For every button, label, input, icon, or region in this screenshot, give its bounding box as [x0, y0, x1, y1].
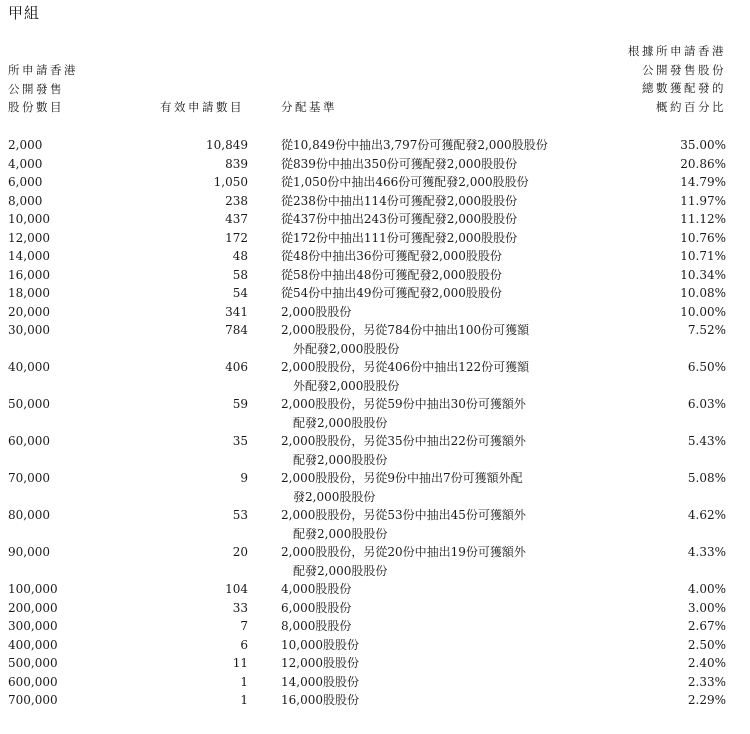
cell-valid-applications: 54 — [232, 286, 248, 300]
cell-shares-applied: 700,000 — [8, 693, 58, 707]
cell-valid-applications: 6 — [240, 637, 248, 652]
cell-allocation-basis — [281, 229, 581, 248]
header-valid-applications — [160, 98, 260, 117]
cell-valid-applications: 20 — [232, 545, 248, 559]
cell-approx-percentage: 10.71% — [680, 249, 726, 263]
cell-valid-applications: 172 — [225, 230, 248, 245]
basis-line: 配發2,000股股份 — [293, 415, 388, 430]
cell-allocation-basis — [281, 266, 581, 285]
cell-valid-applications: 48 — [232, 249, 248, 263]
cell-valid-applications: 437 — [225, 212, 248, 226]
basis-line: 外配發2,000股股份 — [293, 378, 400, 393]
header-line: 公開發售 — [8, 81, 64, 96]
basis-line: 從1,050份中抽出466份可獲配發2,000股股份 — [281, 175, 529, 189]
header-line: 公開發售股份 — [642, 62, 726, 77]
cell-shares-applied: 20,000 — [8, 304, 50, 319]
cell-valid-applications: 59 — [232, 397, 248, 411]
cell-allocation-basis — [281, 321, 581, 358]
basis-line: 2,000股股份，另從59份中抽出30份可獲額外 — [281, 397, 526, 411]
cell-allocation-basis — [281, 155, 581, 174]
cell-approx-percentage: 4.62% — [687, 508, 726, 522]
basis-line: 14,000股股份 — [281, 674, 359, 689]
basis-line: 配發2,000股股份 — [293, 526, 388, 541]
cell-shares-applied: 80,000 — [8, 508, 50, 522]
group-title: 甲組 — [8, 4, 41, 22]
cell-approx-percentage: 20.86% — [680, 156, 726, 171]
cell-approx-percentage: 3.00% — [687, 600, 726, 615]
cell-valid-applications: 104 — [225, 582, 248, 596]
table-row — [0, 229, 750, 248]
basis-line: 12,000股股份 — [281, 656, 359, 670]
cell-allocation-basis — [281, 599, 581, 618]
cell-allocation-basis — [281, 247, 581, 266]
basis-line: 6,000股股份 — [281, 600, 352, 615]
basis-line: 從10,849份中抽出3,797份可獲配發2,000股股份 — [281, 138, 548, 152]
cell-approx-percentage: 4.00% — [687, 582, 726, 596]
header-line: 分配基準 — [281, 100, 337, 114]
table-row — [0, 580, 750, 599]
cell-shares-applied: 400,000 — [8, 637, 58, 652]
table-row — [0, 636, 750, 655]
table-row — [0, 469, 750, 506]
basis-line: 從172份中抽出111份可獲配發2,000股股份 — [281, 230, 518, 245]
cell-allocation-basis — [281, 543, 581, 580]
cell-shares-applied: 16,000 — [8, 267, 50, 282]
table-row — [0, 266, 750, 285]
cell-valid-applications: 839 — [225, 156, 248, 171]
cell-valid-applications: 784 — [225, 323, 248, 337]
cell-allocation-basis — [281, 617, 581, 636]
cell-valid-applications: 53 — [232, 508, 248, 522]
basis-line: 從437份中抽出243份可獲配發2,000股股份 — [281, 212, 518, 226]
cell-shares-applied: 6,000 — [8, 175, 43, 189]
cell-approx-percentage: 6.03% — [687, 397, 726, 411]
cell-valid-applications: 238 — [225, 193, 248, 208]
cell-shares-applied: 40,000 — [8, 360, 50, 374]
cell-valid-applications: 10,849 — [206, 138, 248, 152]
table-row — [0, 506, 750, 543]
cell-approx-percentage: 4.33% — [687, 545, 726, 559]
header-shares-applied — [8, 61, 78, 117]
basis-line: 16,000股股份 — [281, 693, 359, 707]
cell-valid-applications: 1,050 — [213, 175, 248, 189]
cell-allocation-basis — [281, 636, 581, 655]
cell-valid-applications: 9 — [240, 471, 248, 485]
table-row — [0, 284, 750, 303]
cell-approx-percentage: 10.08% — [680, 286, 726, 300]
basis-line: 4,000股股份 — [281, 582, 352, 596]
basis-line: 2,000股股份，另從35份中抽出22份可獲額外 — [281, 434, 526, 448]
cell-shares-applied: 4,000 — [8, 156, 43, 171]
cell-approx-percentage: 5.08% — [687, 471, 726, 485]
cell-approx-percentage: 10.34% — [680, 267, 726, 282]
cell-approx-percentage: 11.97% — [680, 193, 726, 208]
table-row — [0, 321, 750, 358]
table-row — [0, 192, 750, 211]
cell-valid-applications: 33 — [232, 600, 248, 615]
cell-approx-percentage: 2.29% — [687, 693, 726, 707]
cell-shares-applied: 200,000 — [8, 600, 58, 615]
table-row — [0, 136, 750, 155]
header-allocation-basis — [281, 98, 337, 117]
cell-approx-percentage: 6.50% — [687, 360, 726, 374]
cell-shares-applied: 8,000 — [8, 193, 43, 208]
cell-approx-percentage: 7.52% — [687, 323, 726, 337]
cell-shares-applied: 14,000 — [8, 249, 50, 263]
table-row — [0, 303, 750, 322]
cell-shares-applied: 90,000 — [8, 545, 50, 559]
basis-line: 從839份中抽出350份可獲配發2,000股股份 — [281, 156, 518, 171]
cell-allocation-basis — [281, 654, 581, 673]
table-row — [0, 599, 750, 618]
basis-line: 配發2,000股股份 — [293, 452, 388, 467]
cell-valid-applications: 11 — [232, 656, 248, 670]
cell-approx-percentage: 2.50% — [687, 637, 726, 652]
basis-line: 8,000股股份 — [281, 619, 352, 633]
cell-allocation-basis — [281, 303, 581, 322]
header-line: 根據所申請香港 — [628, 44, 726, 58]
basis-line: 2,000股股份，另從784份中抽出100份可獲額 — [281, 323, 530, 337]
basis-line: 從238份中抽出114份可獲配發2,000股股份 — [281, 193, 518, 208]
cell-allocation-basis — [281, 395, 581, 432]
basis-line: 2,000股股份 — [281, 304, 352, 319]
cell-allocation-basis — [281, 691, 581, 710]
cell-allocation-basis — [281, 673, 581, 692]
cell-shares-applied: 100,000 — [8, 582, 58, 596]
cell-shares-applied: 2,000 — [8, 138, 43, 152]
cell-allocation-basis — [281, 136, 581, 155]
cell-valid-applications: 1 — [240, 674, 248, 689]
cell-approx-percentage: 10.76% — [680, 230, 726, 245]
cell-allocation-basis — [281, 580, 581, 599]
cell-allocation-basis — [281, 192, 581, 211]
allocation-table-body — [0, 136, 750, 710]
cell-allocation-basis — [281, 469, 581, 506]
basis-line: 10,000股股份 — [281, 637, 359, 652]
header-line: 所申請香港 — [8, 63, 78, 77]
header-line: 概約百分比 — [656, 99, 726, 114]
cell-valid-applications: 1 — [240, 693, 248, 707]
cell-shares-applied: 500,000 — [8, 656, 58, 670]
cell-allocation-basis — [281, 432, 581, 469]
table-row — [0, 617, 750, 636]
basis-line: 2,000股股份，另從406份中抽出122份可獲額 — [281, 360, 530, 374]
cell-allocation-basis — [281, 358, 581, 395]
cell-allocation-basis — [281, 173, 581, 192]
basis-line: 從54份中抽出49份可獲配發2,000股股份 — [281, 286, 502, 300]
cell-shares-applied: 300,000 — [8, 619, 58, 633]
cell-approx-percentage: 2.33% — [687, 674, 726, 689]
cell-shares-applied: 600,000 — [8, 674, 58, 689]
cell-shares-applied: 50,000 — [8, 397, 50, 411]
table-row — [0, 395, 750, 432]
basis-line: 2,000股股份，另從9份中抽出7份可獲額外配 — [281, 471, 523, 485]
cell-approx-percentage: 2.40% — [687, 656, 726, 670]
cell-allocation-basis — [281, 284, 581, 303]
cell-shares-applied: 10,000 — [8, 212, 50, 226]
table-row — [0, 210, 750, 229]
header-approx-percentage — [628, 42, 726, 116]
cell-approx-percentage: 10.00% — [680, 304, 726, 319]
cell-approx-percentage: 2.67% — [687, 619, 726, 633]
cell-shares-applied: 60,000 — [8, 434, 50, 448]
cell-shares-applied: 18,000 — [8, 286, 50, 300]
cell-valid-applications: 341 — [225, 304, 248, 319]
cell-approx-percentage: 14.79% — [680, 175, 726, 189]
cell-approx-percentage: 11.12% — [680, 212, 726, 226]
header-line: 有效申請數目 — [160, 100, 244, 114]
header-line: 股份數目 — [8, 100, 64, 114]
cell-allocation-basis — [281, 210, 581, 229]
table-row — [0, 173, 750, 192]
basis-line: 外配發2,000股股份 — [293, 341, 400, 356]
cell-valid-applications: 406 — [225, 360, 248, 374]
table-row — [0, 654, 750, 673]
basis-line: 從48份中抽出36份可獲配發2,000股股份 — [281, 249, 502, 263]
cell-valid-applications: 35 — [232, 434, 248, 448]
basis-line: 從58份中抽出48份可獲配發2,000股股份 — [281, 267, 502, 282]
cell-approx-percentage: 35.00% — [680, 138, 726, 152]
basis-line: 配發2,000股股份 — [293, 563, 388, 578]
basis-line: 2,000股股份，另從53份中抽出45份可獲額外 — [281, 508, 526, 522]
basis-line: 發2,000股股份 — [293, 489, 376, 504]
cell-allocation-basis — [281, 506, 581, 543]
table-row — [0, 358, 750, 395]
cell-shares-applied: 70,000 — [8, 471, 50, 485]
basis-line: 2,000股股份，另從20份中抽出19份可獲額外 — [281, 545, 526, 559]
cell-approx-percentage: 5.43% — [687, 434, 726, 448]
cell-valid-applications: 7 — [240, 619, 248, 633]
cell-shares-applied: 30,000 — [8, 323, 50, 337]
table-row — [0, 673, 750, 692]
table-row — [0, 691, 750, 710]
table-row — [0, 543, 750, 580]
table-row — [0, 155, 750, 174]
cell-valid-applications: 58 — [232, 267, 248, 282]
table-row — [0, 432, 750, 469]
table-row — [0, 247, 750, 266]
cell-shares-applied: 12,000 — [8, 230, 50, 245]
header-line: 總數獲配發的 — [642, 81, 726, 95]
